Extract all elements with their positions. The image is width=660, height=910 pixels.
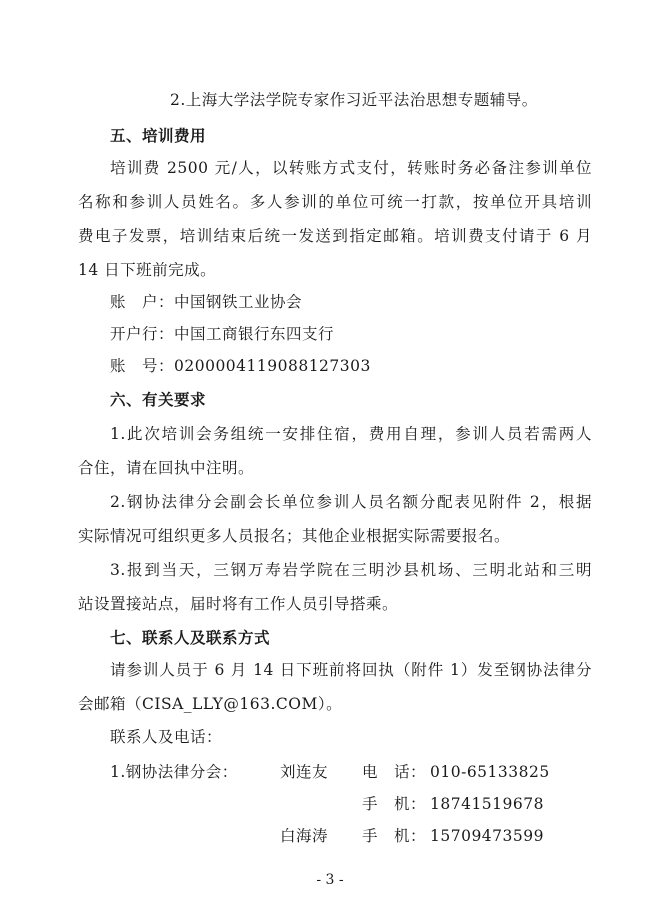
section5-heading: 五、培训费用 xyxy=(110,127,207,145)
req3-line-2: 站设置接站点，届时将有工作人员引导搭乘。 xyxy=(78,595,399,613)
account-name: 账 户：中国钢铁工业协会 xyxy=(110,293,303,311)
contact-value: 010-65133825 xyxy=(430,763,550,781)
section5-para-line-3: 费电子发票，培训结束后统一发送到指定邮箱。培训费支付请于 6 月 xyxy=(78,227,592,245)
req2-line-1: 2.钢协法律分会副会长单位参训人员名额分配表见附件 2，根据 xyxy=(110,493,592,511)
section7-heading: 七、联系人及联系方式 xyxy=(110,629,271,647)
section5-para-line-2: 名称和参训人员姓名。多人参训的单位可统一打款，按单位开具培训 xyxy=(78,193,592,211)
contact-label: 电 话： xyxy=(362,763,427,781)
section5-para-line-1: 培训费 2500 元/人，以转账方式支付，转账时务必备注参训单位 xyxy=(110,159,592,177)
contact-org: 1.钢协法律分会： xyxy=(110,763,238,781)
req2-line-2: 实际情况可组织更多人员报名；其他企业根据实际需要报名。 xyxy=(78,527,511,545)
bank-name: 开户行：中国工商银行东四支行 xyxy=(110,325,335,343)
req1-line-1: 1.此次培训会务组统一安排住宿，费用自理，参训人员若需两人 xyxy=(110,425,592,443)
contact-value: 15709473599 xyxy=(430,827,544,845)
contact-label: 手 机： xyxy=(362,795,427,813)
contact-name: 刘连友 xyxy=(280,763,329,781)
section6-heading: 六、有关要求 xyxy=(110,391,207,409)
section7-para-line-1: 请参训人员于 6 月 14 日下班前将回执（附件 1）发至钢协法律分 xyxy=(110,661,592,679)
section7-para-line-2: 会邮箱（CISA_LLY@163.COM）。 xyxy=(78,695,343,713)
req1-line-2: 合住，请在回执中注明。 xyxy=(78,459,255,477)
contacts-label: 联系人及电话： xyxy=(110,728,223,746)
top-item: 2.上海大学法学院专家作习近平法治思想专题辅导。 xyxy=(170,91,538,109)
contact-name: 白海涛 xyxy=(280,827,329,845)
account-number: 账 号：0200004119088127303 xyxy=(110,357,371,375)
contact-value: 18741519678 xyxy=(430,795,544,813)
contact-label: 手 机： xyxy=(362,827,427,845)
section5-para-line-4: 14 日下班前完成。 xyxy=(78,261,217,279)
page-number: - 3 - xyxy=(316,872,344,888)
req3-line-1: 3.报到当天，三钢万寿岩学院在三明沙县机场、三明北站和三明 xyxy=(110,561,592,579)
